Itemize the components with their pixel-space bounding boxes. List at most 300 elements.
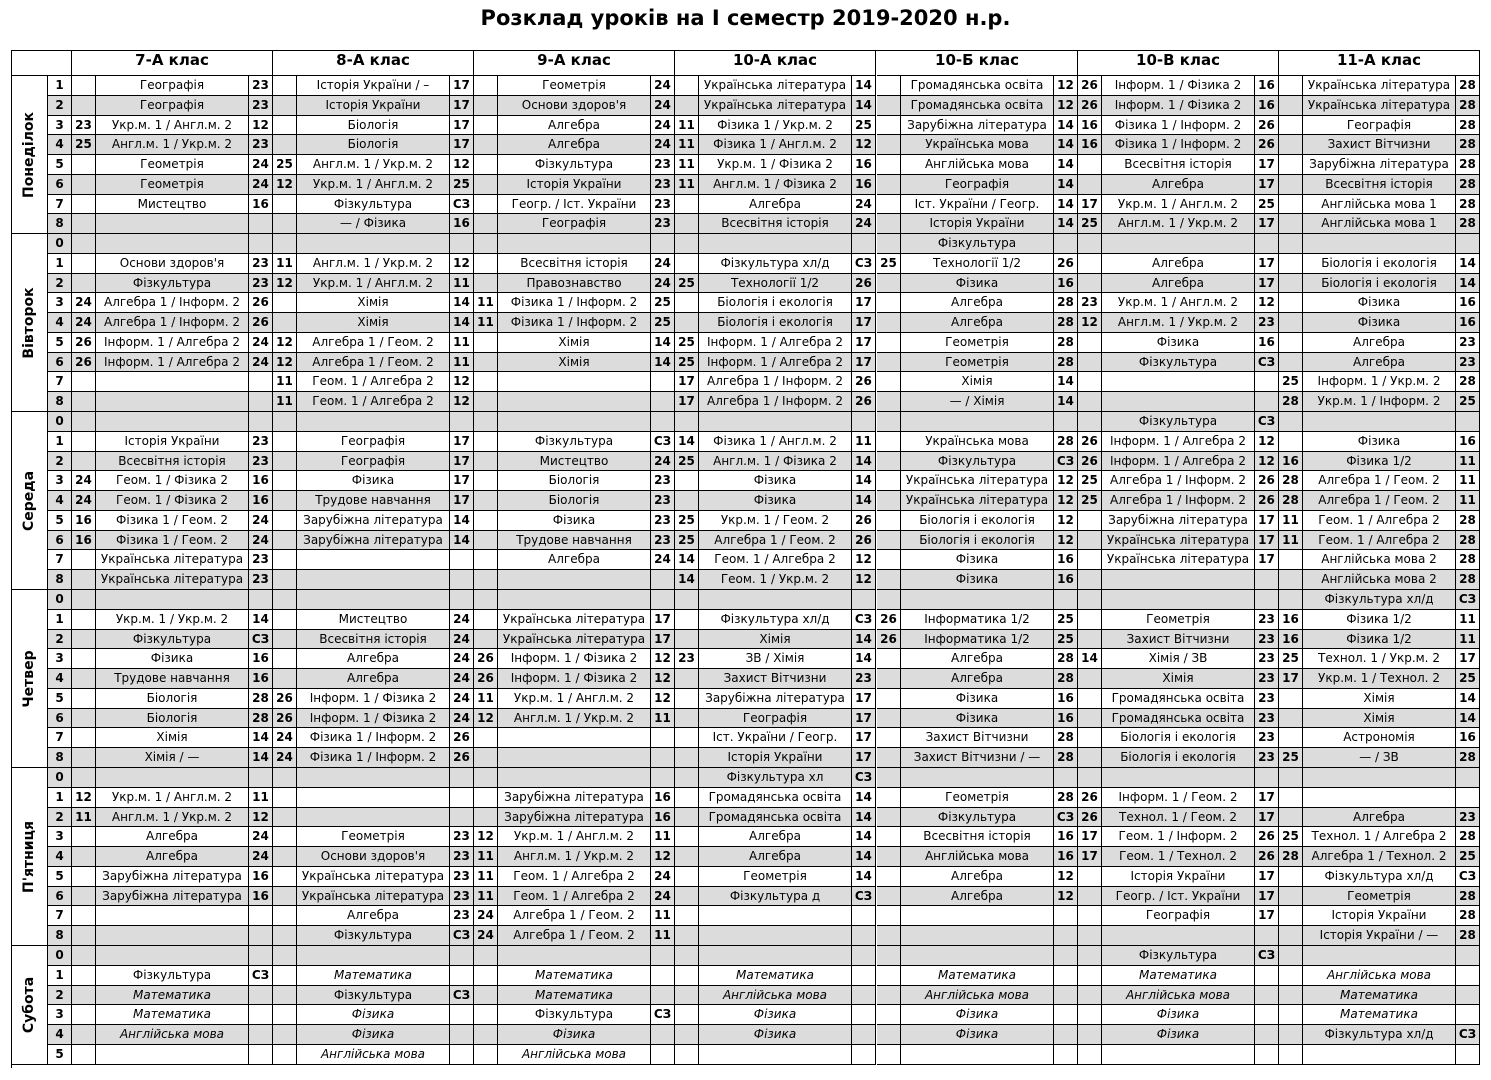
room-right — [1054, 590, 1078, 610]
subject-cell: Англ.м. 1 / Укр.м. 2 — [297, 155, 450, 175]
room-left — [1279, 887, 1303, 906]
room-right: 28 — [1456, 214, 1480, 234]
subject-cell: Англійська мова 2 — [1303, 570, 1456, 590]
subject-cell: Алгебра — [901, 293, 1054, 313]
room-right: 11 — [651, 709, 675, 728]
room-left — [675, 808, 699, 827]
room-left — [877, 293, 901, 313]
room-right: 26 — [1255, 847, 1279, 867]
subject-cell: Алгебра 1 / Інформ. 2 — [96, 313, 249, 333]
room-left — [675, 1025, 699, 1045]
room-left — [1279, 195, 1303, 214]
room-right: 28 — [1054, 313, 1078, 333]
subject-cell: Біологія і екологія — [1102, 728, 1255, 748]
room-left — [1078, 610, 1102, 630]
day-label — [11, 234, 48, 412]
subject-cell: Хімія — [1303, 709, 1456, 728]
subject-cell — [1102, 372, 1255, 392]
room-right — [1255, 570, 1279, 590]
lesson-number: 6 — [48, 175, 72, 195]
room-left: 16 — [1279, 630, 1303, 649]
subject-cell: Англійська мова — [297, 1045, 450, 1065]
subject-cell: Географія — [96, 76, 249, 96]
room-right: 14 — [249, 610, 273, 630]
header-corner — [11, 50, 72, 76]
room-right: 17 — [1255, 531, 1279, 550]
room-left — [273, 214, 297, 234]
subject-cell: Фізика — [297, 471, 450, 491]
room-left: 11 — [273, 392, 297, 412]
room-left — [273, 491, 297, 511]
subject-cell — [498, 768, 651, 788]
room-left — [474, 175, 498, 195]
room-left — [474, 412, 498, 432]
subject-cell — [1303, 412, 1456, 432]
subject-cell: Громадянська освіта — [699, 788, 852, 808]
room-left — [273, 788, 297, 808]
subject-cell: Фізкультура — [498, 432, 651, 452]
class-header: 10-Б клас — [877, 50, 1078, 76]
subject-cell: Фізика — [1102, 333, 1255, 353]
room-right: 11 — [450, 333, 474, 353]
room-right: 23 — [651, 175, 675, 195]
room-left — [273, 808, 297, 827]
room-left: 24 — [474, 926, 498, 946]
room-left — [877, 788, 901, 808]
room-left: 28 — [1279, 847, 1303, 867]
room-left — [877, 491, 901, 511]
room-left: 25 — [675, 274, 699, 293]
subject-cell: Алгебра — [1102, 254, 1255, 274]
subject-cell: Біологія і екологія — [1102, 748, 1255, 768]
room-left: 23 — [1078, 293, 1102, 313]
room-right: 17 — [450, 452, 474, 471]
subject-cell: Історія України — [901, 214, 1054, 234]
subject-cell: Біологія — [96, 689, 249, 709]
room-right — [651, 966, 675, 986]
room-left — [474, 76, 498, 96]
room-left: 26 — [474, 649, 498, 669]
room-left — [1078, 234, 1102, 254]
subject-cell: Мистецтво — [297, 610, 450, 630]
room-right: 14 — [1456, 709, 1480, 728]
lesson-number: 6 — [48, 887, 72, 906]
room-left — [1279, 709, 1303, 728]
room-right — [249, 1045, 273, 1065]
room-right — [1255, 966, 1279, 986]
room-right — [651, 590, 675, 610]
room-left — [675, 887, 699, 906]
subject-cell: Географія — [498, 214, 651, 234]
subject-cell: Інформатика 1/2 — [901, 610, 1054, 630]
room-right — [1054, 412, 1078, 432]
room-right — [450, 1025, 474, 1045]
room-left: 11 — [273, 372, 297, 392]
subject-cell — [699, 906, 852, 926]
room-right: 28 — [1456, 175, 1480, 195]
room-right — [1456, 946, 1480, 966]
room-right — [1255, 1025, 1279, 1045]
room-right: 23 — [852, 669, 876, 689]
subject-cell: Фізика 1 / Англ.м. 2 — [699, 432, 852, 452]
room-left — [273, 234, 297, 254]
room-left — [877, 135, 901, 155]
room-left — [1279, 906, 1303, 926]
subject-cell: Інформ. 1 / Алгебра 2 — [96, 353, 249, 372]
room-right: 26 — [249, 313, 273, 333]
lesson-number: 3 — [48, 1005, 72, 1025]
room-left — [675, 709, 699, 728]
room-right: 11 — [1456, 610, 1480, 630]
room-right — [1255, 392, 1279, 412]
subject-cell: Математика — [901, 966, 1054, 986]
room-left — [72, 1005, 96, 1025]
subject-cell: Всесвітня історія — [96, 452, 249, 471]
room-right: 25 — [1255, 195, 1279, 214]
room-right — [450, 1005, 474, 1025]
subject-cell: Геом. 1 / Технол. 2 — [1102, 847, 1255, 867]
subject-cell: Основи здоров'я — [297, 847, 450, 867]
subject-cell: Алгебра 1 / Інформ. 2 — [96, 293, 249, 313]
subject-cell — [96, 906, 249, 926]
room-right: 28 — [1054, 748, 1078, 768]
room-left: 28 — [1279, 491, 1303, 511]
room-right: 28 — [1456, 372, 1480, 392]
room-right: 17 — [651, 630, 675, 649]
room-left — [1078, 630, 1102, 649]
subject-cell: Фізика 1 / Укр.м. 2 — [699, 116, 852, 135]
room-left — [474, 135, 498, 155]
lesson-number: 3 — [48, 471, 72, 491]
subject-cell: Географія — [297, 452, 450, 471]
room-right: 26 — [1255, 827, 1279, 847]
room-left — [1279, 946, 1303, 966]
lesson-number: 4 — [48, 1025, 72, 1045]
room-left — [273, 926, 297, 946]
room-right: СЗ — [852, 610, 876, 630]
subject-cell: Інформ. 1 / Фізика 2 — [1102, 96, 1255, 116]
subject-cell: Інформ. 1 / Фізика 2 — [297, 689, 450, 709]
room-right: 24 — [651, 96, 675, 116]
room-right: 16 — [1054, 550, 1078, 570]
subject-cell — [1303, 946, 1456, 966]
room-right — [852, 926, 876, 946]
room-right: 23 — [249, 254, 273, 274]
subject-cell: ЗВ / Хімія — [699, 649, 852, 669]
room-right: 14 — [1456, 254, 1480, 274]
room-right: 24 — [249, 531, 273, 550]
room-left — [474, 392, 498, 412]
room-left: 11 — [474, 847, 498, 867]
room-right: 28 — [1456, 887, 1480, 906]
room-left: 12 — [474, 827, 498, 847]
room-left: 17 — [675, 372, 699, 392]
room-right: 12 — [852, 135, 876, 155]
class-header: 10-В клас — [1078, 50, 1279, 76]
subject-cell: Трудове навчання — [96, 669, 249, 689]
subject-cell: Геогр. / Іст. України — [498, 195, 651, 214]
subject-cell: Англ.м. 1 / Укр.м. 2 — [297, 254, 450, 274]
room-left — [72, 926, 96, 946]
room-right: 26 — [450, 728, 474, 748]
subject-cell: Алгебра — [1303, 808, 1456, 827]
day-name: Середа — [21, 470, 37, 531]
room-left — [273, 847, 297, 867]
room-left — [72, 867, 96, 887]
room-right: 12 — [651, 847, 675, 867]
room-left — [1279, 76, 1303, 96]
room-right: 14 — [852, 630, 876, 649]
room-left — [72, 76, 96, 96]
room-left — [1078, 392, 1102, 412]
room-right: 17 — [852, 689, 876, 709]
room-left: 11 — [675, 155, 699, 175]
room-right: 17 — [450, 116, 474, 135]
subject-cell: Громадянська освіта — [1102, 689, 1255, 709]
room-right: СЗ — [249, 630, 273, 649]
room-left — [675, 491, 699, 511]
room-right: СЗ — [852, 254, 876, 274]
room-right: 28 — [249, 709, 273, 728]
subject-cell: Інформ. 1 / Алгебра 2 — [1102, 452, 1255, 471]
room-right: 23 — [450, 906, 474, 926]
room-right: 14 — [852, 827, 876, 847]
room-right: 17 — [450, 491, 474, 511]
room-right: 26 — [1054, 254, 1078, 274]
day-label — [11, 76, 48, 234]
subject-cell: Трудове навчання — [297, 491, 450, 511]
room-right: 23 — [450, 847, 474, 867]
room-left — [72, 768, 96, 788]
room-left — [72, 96, 96, 116]
room-right: СЗ — [852, 887, 876, 906]
room-right: 11 — [1456, 491, 1480, 511]
room-left — [1078, 867, 1102, 887]
subject-cell: Фізкультура — [297, 986, 450, 1005]
room-left — [675, 610, 699, 630]
room-left — [877, 570, 901, 590]
room-left: 12 — [273, 274, 297, 293]
room-left — [877, 649, 901, 669]
subject-cell — [498, 392, 651, 412]
room-right: 16 — [852, 155, 876, 175]
subject-cell: Математика — [96, 1005, 249, 1025]
room-left: 17 — [1078, 827, 1102, 847]
room-right: 24 — [651, 887, 675, 906]
room-right: 24 — [450, 610, 474, 630]
day-label — [11, 768, 48, 946]
page-title: Розклад уроків на I семестр 2019-2020 н.р. — [480, 6, 1011, 30]
subject-cell: Математика — [699, 966, 852, 986]
subject-cell: Укр.м. 1 / Англ.м. 2 — [1102, 293, 1255, 313]
subject-cell: Англ.м. 1 / Укр.м. 2 — [498, 709, 651, 728]
room-left — [1078, 966, 1102, 986]
subject-cell: Геометрія — [297, 827, 450, 847]
class-header: 9-А клас — [474, 50, 675, 76]
room-right: 17 — [1255, 788, 1279, 808]
subject-cell: Географія — [901, 175, 1054, 195]
room-right: 11 — [249, 788, 273, 808]
room-right: 17 — [1255, 887, 1279, 906]
room-left — [1078, 550, 1102, 570]
room-right: 26 — [852, 274, 876, 293]
subject-cell: Фізкультура хл/д — [1303, 590, 1456, 610]
subject-cell: Фізика — [901, 689, 1054, 709]
room-left — [675, 867, 699, 887]
subject-cell: Зарубіжна література — [96, 887, 249, 906]
subject-cell: — / ЗВ — [1303, 748, 1456, 768]
class-header: 11-А клас — [1279, 50, 1480, 76]
subject-cell — [1303, 1045, 1456, 1065]
room-right: 17 — [852, 333, 876, 353]
subject-cell — [96, 214, 249, 234]
room-right: 12 — [852, 570, 876, 590]
subject-cell: Алгебра 1 / Геом. 2 — [699, 531, 852, 550]
room-right: СЗ — [1456, 1025, 1480, 1045]
lesson-number: 5 — [48, 333, 72, 353]
room-left — [1279, 155, 1303, 175]
room-right — [249, 392, 273, 412]
room-left — [273, 590, 297, 610]
room-right: 16 — [1456, 728, 1480, 748]
room-left — [474, 768, 498, 788]
subject-cell — [901, 946, 1054, 966]
subject-cell: Фізика — [1102, 1025, 1255, 1045]
room-left — [72, 946, 96, 966]
room-right — [1255, 768, 1279, 788]
subject-cell: Біологія і екологія — [1303, 274, 1456, 293]
room-left — [877, 274, 901, 293]
day-name: Субота — [21, 976, 37, 1034]
room-left — [273, 96, 297, 116]
room-right: 12 — [1054, 76, 1078, 96]
subject-cell: Біологія і екологія — [901, 531, 1054, 550]
subject-cell — [901, 412, 1054, 432]
subject-cell: Геом. 1 / Алгебра 2 — [1303, 511, 1456, 531]
room-right: 23 — [249, 550, 273, 570]
room-left — [675, 590, 699, 610]
room-left: 11 — [273, 254, 297, 274]
room-right: 28 — [1054, 669, 1078, 689]
room-left: 24 — [474, 906, 498, 926]
room-left — [877, 827, 901, 847]
room-right: 23 — [651, 531, 675, 550]
subject-cell: Алгебра — [297, 669, 450, 689]
room-left — [474, 195, 498, 214]
subject-cell: Хімія / — — [96, 748, 249, 768]
room-right: 23 — [651, 195, 675, 214]
room-left: 28 — [1279, 471, 1303, 491]
room-left — [1078, 906, 1102, 926]
subject-cell: — / Фізика — [297, 214, 450, 234]
room-left — [1078, 709, 1102, 728]
room-left — [72, 630, 96, 649]
room-right — [1456, 986, 1480, 1005]
room-right: 25 — [651, 293, 675, 313]
subject-cell: Алгебра 1 / Геом. 2 — [1303, 471, 1456, 491]
lesson-number: 8 — [48, 748, 72, 768]
room-left: 12 — [273, 333, 297, 353]
room-right: 23 — [1456, 333, 1480, 353]
room-left: 16 — [1279, 452, 1303, 471]
subject-cell: Технології 1/2 — [901, 254, 1054, 274]
room-left — [273, 1005, 297, 1025]
room-right: 23 — [1456, 808, 1480, 827]
subject-cell: Алгебра 1 / Інформ. 2 — [1102, 471, 1255, 491]
room-right: 17 — [450, 76, 474, 96]
room-right: 16 — [1456, 313, 1480, 333]
subject-cell: Англійська мова — [699, 986, 852, 1005]
room-right: 26 — [1255, 491, 1279, 511]
room-left: 12 — [72, 788, 96, 808]
room-right — [249, 234, 273, 254]
subject-cell: Географія — [699, 709, 852, 728]
room-left — [877, 669, 901, 689]
room-right: 14 — [1054, 195, 1078, 214]
room-right: 12 — [1054, 471, 1078, 491]
room-left: 26 — [273, 689, 297, 709]
room-right: 24 — [249, 353, 273, 372]
room-left — [72, 649, 96, 669]
room-left — [474, 491, 498, 511]
room-left — [474, 471, 498, 491]
room-left — [474, 550, 498, 570]
room-left: 25 — [1078, 491, 1102, 511]
subject-cell: Фізкультура — [297, 926, 450, 946]
room-left — [273, 293, 297, 313]
room-left — [1279, 926, 1303, 946]
room-right — [450, 590, 474, 610]
room-right: 26 — [852, 531, 876, 550]
lesson-number: 4 — [48, 135, 72, 155]
room-right: 28 — [1456, 570, 1480, 590]
room-left: 14 — [675, 570, 699, 590]
room-left — [1279, 986, 1303, 1005]
subject-cell — [297, 808, 450, 827]
room-left — [1078, 175, 1102, 195]
room-right: 16 — [1054, 689, 1078, 709]
room-left: 25 — [877, 254, 901, 274]
room-right — [1255, 372, 1279, 392]
room-left — [877, 471, 901, 491]
room-right: 12 — [1255, 432, 1279, 452]
room-left — [72, 748, 96, 768]
room-right — [1054, 1005, 1078, 1025]
subject-cell: Геом. 1 / Алгебра 2 — [297, 372, 450, 392]
subject-cell: Біологія — [498, 471, 651, 491]
room-right: СЗ — [1456, 590, 1480, 610]
subject-cell: Фізика — [699, 1005, 852, 1025]
subject-cell: Алгебра — [901, 887, 1054, 906]
subject-cell: Алгебра 1 / Геом. 2 — [498, 926, 651, 946]
room-right: 28 — [1456, 906, 1480, 926]
room-right — [450, 966, 474, 986]
subject-cell: Алгебра 1 / Технол. 2 — [1303, 847, 1456, 867]
subject-cell: Іст. України / Геогр. — [901, 195, 1054, 214]
room-right: 25 — [1456, 847, 1480, 867]
room-right: 17 — [852, 728, 876, 748]
room-right: 25 — [450, 175, 474, 195]
room-left — [474, 610, 498, 630]
room-right — [1456, 234, 1480, 254]
room-left — [675, 748, 699, 768]
room-right: 14 — [450, 293, 474, 313]
room-left — [1279, 1005, 1303, 1025]
lesson-number: 3 — [48, 293, 72, 313]
room-right: 26 — [852, 392, 876, 412]
subject-cell: Зарубіжна література — [498, 808, 651, 827]
room-left: 26 — [1078, 452, 1102, 471]
